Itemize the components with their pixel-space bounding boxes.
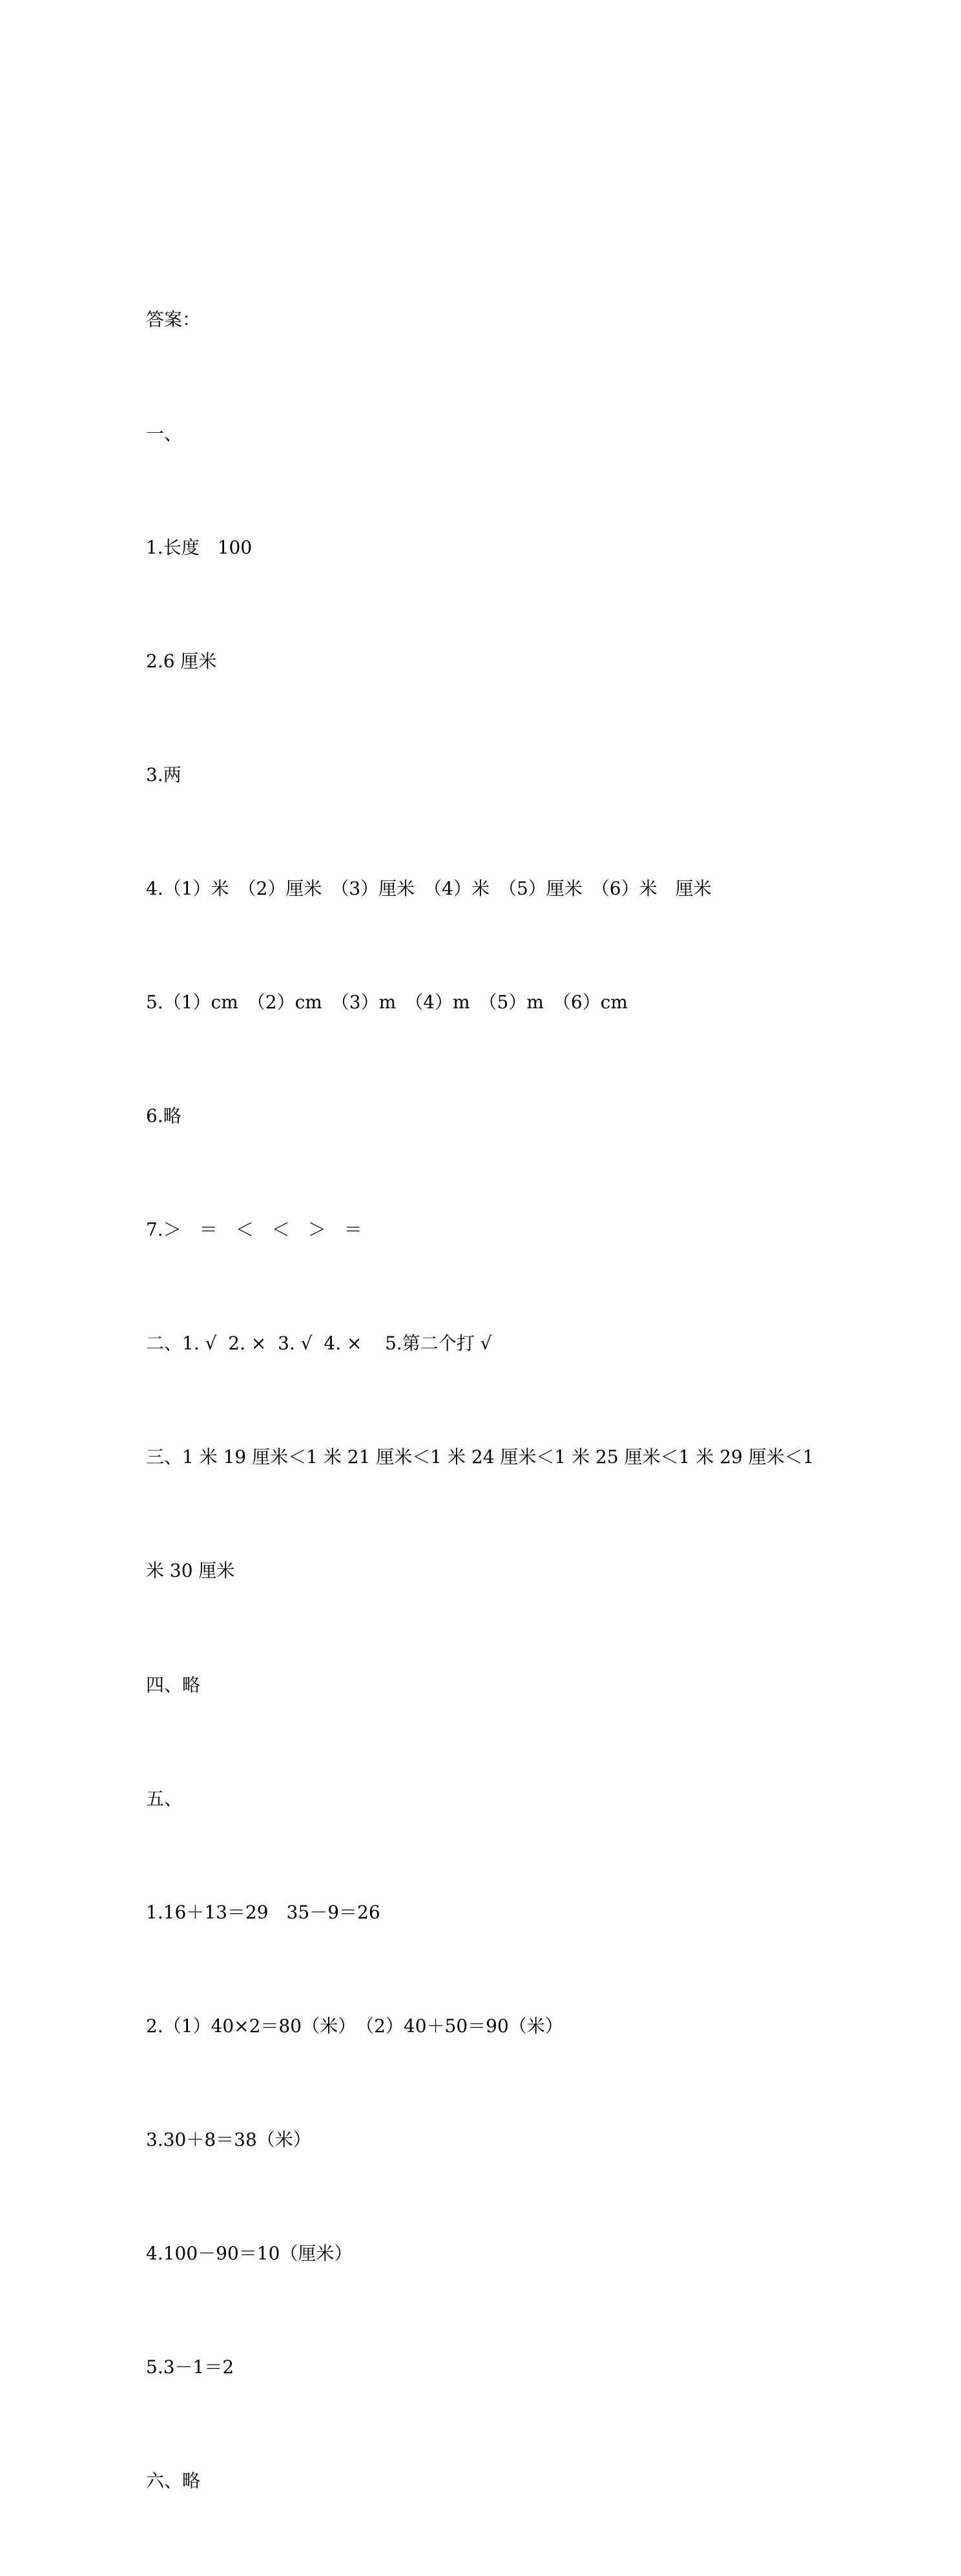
section-4-answer: 四、略 (146, 1674, 201, 1696)
answer-line: 2.（1）40×2＝80（米） （2）40＋50＝90（米） (146, 2015, 563, 2037)
section-2-answers: 二、1. √ 2. × 3. √ 4. × 5.第二个打 √ (146, 1333, 492, 1355)
answer-line: 4.100－90＝10（厘米） (146, 2243, 353, 2264)
answer-line: 3.30＋8＝38（米） (146, 2128, 311, 2150)
section-3-answer: 三、1 米 19 厘米＜1 米 21 厘米＜1 米 24 厘米＜1 米 25 厘米＜1 米 29 厘米＜1 (146, 1446, 814, 1468)
answer-line: 4.（1）米 （2）厘米 （3）厘米 （4）米 （5）厘米 （6）米 厘米 (146, 877, 712, 899)
answer-line: 7.＞ ＝ ＜ ＜ ＞ ＝ (146, 1219, 362, 1241)
answer-title: 答案： (146, 309, 201, 331)
section-1-heading: 一、 (146, 422, 183, 444)
answer-line: 6.略 (146, 1105, 181, 1127)
answer-line: 1.16＋13＝29 35－9＝26 (146, 1901, 380, 1923)
section-5-heading: 五、 (146, 1787, 183, 1809)
answer-content (146, 225, 818, 2576)
section-3-answer-continued: 米 30 厘米 (146, 1560, 235, 1582)
answer-line: 3.两 (146, 763, 181, 785)
section-6-answer: 六、略 (146, 2470, 201, 2492)
answer-line: 1.长度 100 (146, 536, 253, 558)
answer-line: 5.3－1＝2 (146, 2356, 234, 2378)
answer-line: 5.（1）cm （2）cm （3）m （4）m （5）m （6）cm (146, 991, 628, 1013)
answer-line: 2.6 厘米 (146, 650, 217, 672)
